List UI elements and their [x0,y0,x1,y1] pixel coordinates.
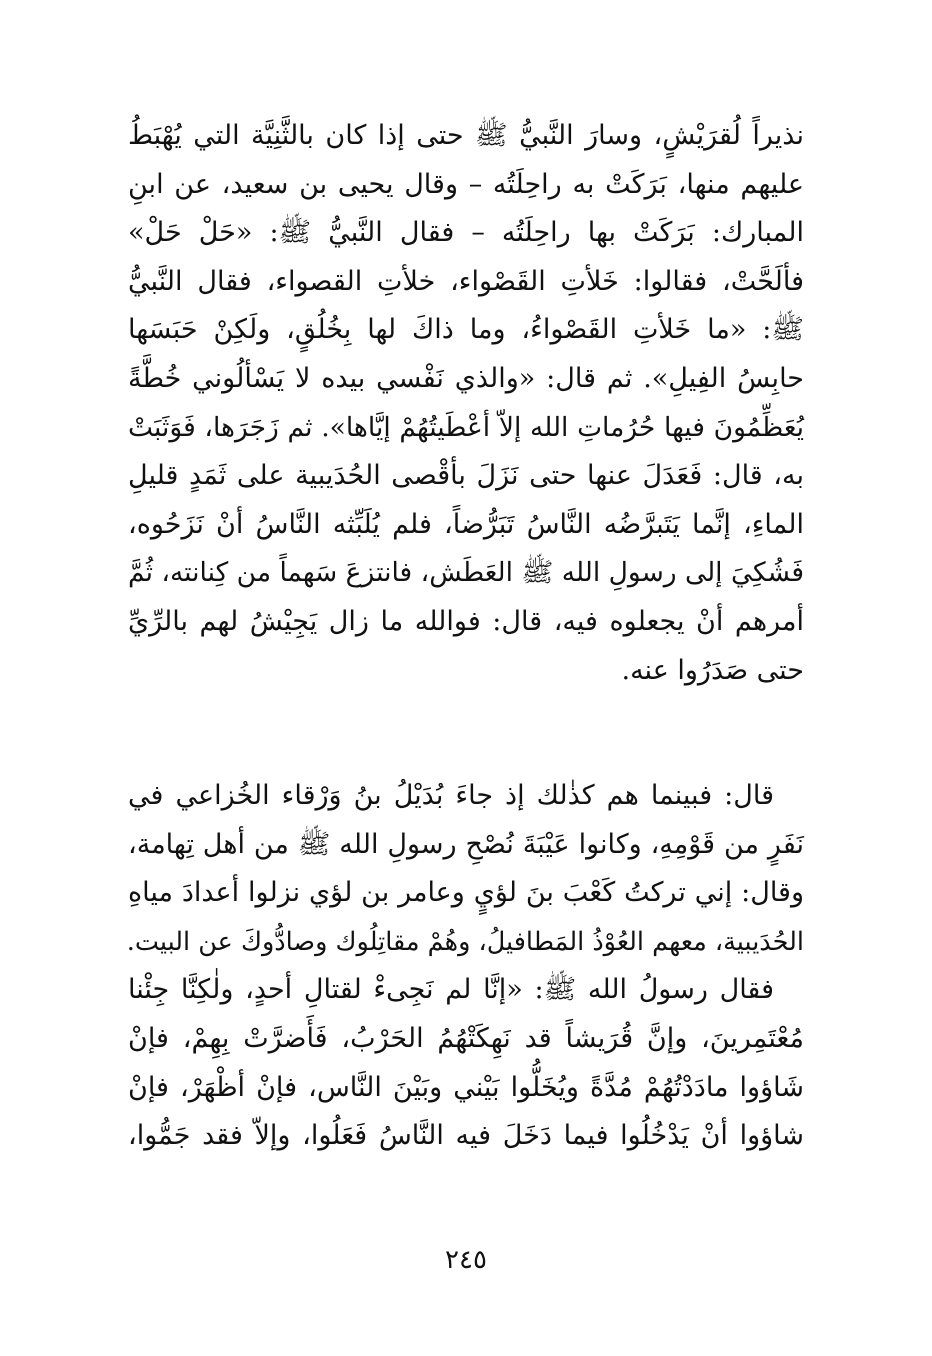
paragraph-2 [128,772,804,1161]
text-line: نذيراً لُقرَيْشٍ، وسارَ النَّبيُّ ﷺ حتى إذا كان بالثَّنِيَّة التي يُهْبَطُ [128,120,804,151]
paragraph-1 [128,112,804,695]
text-line: شاؤوا أنْ يَدْخُلُوا فيما دَخَلَ فيه النَّاسُ فَعَلُوا، وإلاّ فقد جَمُّوا، [128,1120,804,1152]
text-line: حابِسُ الفِيلِ». ثم قال: «والذي نَفْسي بيده لا يَسْألُوني خُطَّةً [128,362,804,394]
text-line: حتى صَدَرُوا عنه. [621,654,804,686]
page-number: ٢٤٥ [445,1245,487,1275]
text-line: أمرهم أنْ يجعلوه فيه، قال: فوالله ما زال يَجِيْشُ لهم بالرِّيِّ [128,605,804,637]
text-line: فألَحَّتْ، فقالوا: خَلأتِ القَصْواء، خلأتِ القصواء، فقال النَّبيُّ [128,265,804,297]
text-line: وقال: إني تركتُ كَعْبَ بنَ لؤيٍ وعامر بن لؤي نزلوا أعدادَ مياهِ [128,877,804,909]
text-line: الماءِ، إنَّما يَتَبرَّضُه النَّاسُ تَبَرُّضاً، فلم يُلَبِّثه النَّاسُ أنْ نَزَحُوه، [128,508,804,540]
text-line: فقال رسولُ الله ﷺ: «إنَّا لم نَجِىءْ لقتالِ أحدٍ، ولٰكِنَّا جِئْنا [128,974,774,1006]
text-line: عليهم منها، بَرَكَتْ به راحِلَتُه – وقال يحيى بن سعيد، عن ابنِ [128,168,804,200]
text-line: المبارك: بَرَكَتْ بها راحِلَتُه – فقال النَّبيُّ ﷺ: «حَلْ حَلْ» [128,217,804,249]
text-line: فَشُكِيَ إلى رسولِ الله ﷺ العَطَش، فانتزعَ سَهماً من كِنانته، ثُمَّ [127,557,804,589]
text-line: يُعَظِّمُونَ فيها حُرُماتِ الله إلاّ أعْطَيتُهُمْ إيَّاها». ثم زَجَرَها، فَوَثَبَتْ [128,411,804,443]
text-line: مُعْتَمِرينَ، وإنَّ قُرَيشاً قد نَهِكَتْهُمُ الحَرْبُ، فَأَضرَّتْ بِهِمْ، فإنْ [128,1022,804,1054]
text-line: قال: فبينما هم كذٰلك إذ جاءَ بُدَيْلُ بنُ وَرْقاء الخُزاعي في [128,780,774,811]
text-line: به، قال: فَعَدَلَ عنها حتى نَزَلَ بأقْصى الحُدَيبية على ثَمَدٍ قليلِ [128,460,804,492]
text-line: شَاؤوا مادَدْتُهُمْ مُدَّةً ويُخَلُّوا بَيْني وبَيْنَ النَّاس، فإنْ أظْهَرْ، فإنْ [128,1071,804,1103]
text-line: نَفَرٍ من قَوْمِهِ، وكانوا عَيْبَةَ نُصْحِ رسولِ الله ﷺ من أهل تِهامة، [128,828,804,860]
text-line: الحُدَيبية، معهم العُوْذُ المَطافيلُ، وهُمْ مقاتِلُوك وصادُّوكَ عن البيت. [126,926,804,957]
text-line: ﷺ: «ما خَلأتِ القَصْواءُ، وما ذاكَ لها بِخُلُقٍ، ولَكِنْ حَبَسَها [128,314,804,346]
